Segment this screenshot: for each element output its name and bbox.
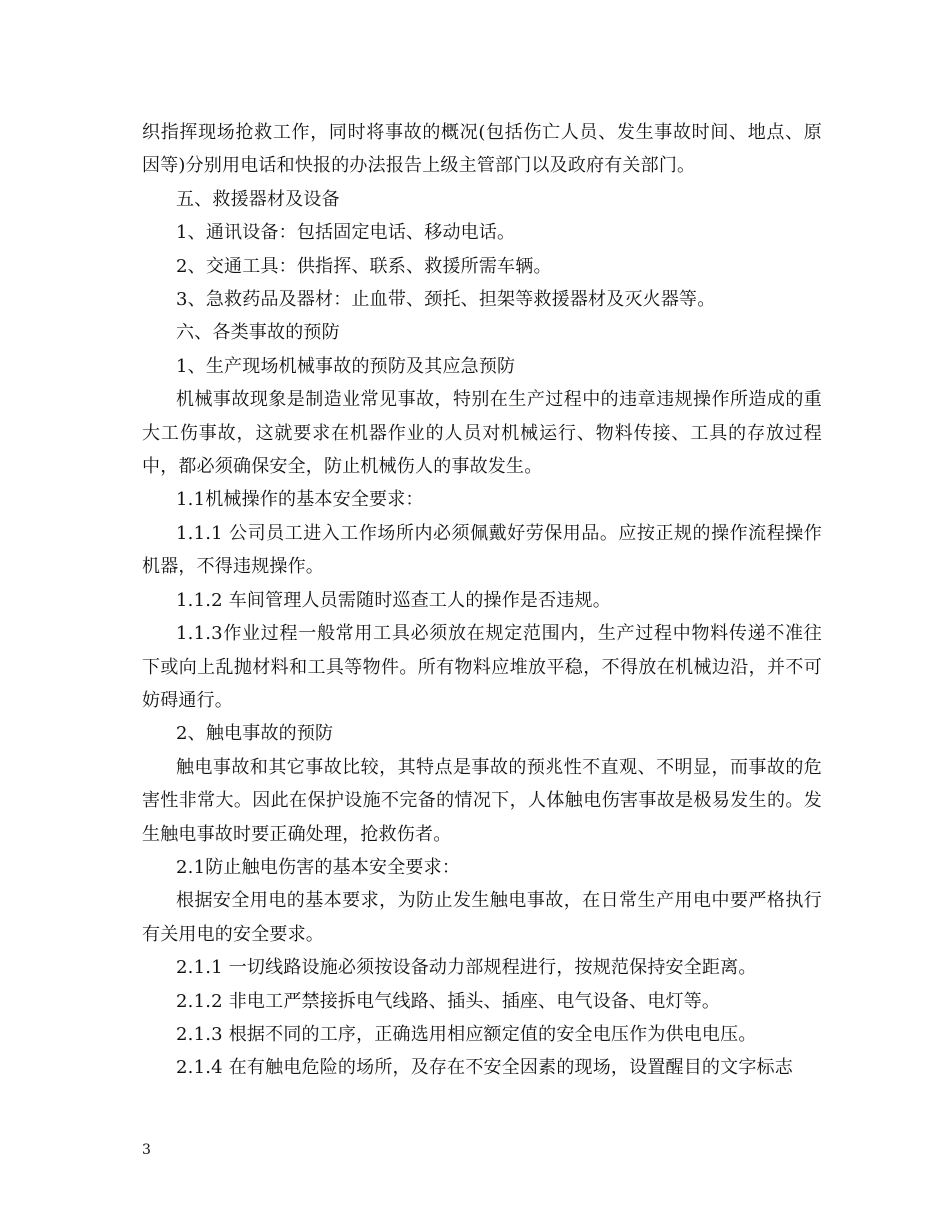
list-item: 1.1.2 车间管理人员需随时巡查工人的操作是否违规。 <box>176 589 611 611</box>
paragraph: 织指挥现场抢救工作，同时将事故的概况(包括伤亡人员、发生事故时间、地点、原因等)分别用电话和快报的办法报告上级主管部门以及政府有关部门。 <box>142 122 822 177</box>
subsection-heading: 2、触电事故的预防 <box>176 723 334 745</box>
paragraph: 机械事故现象是制造业常见事故，特别在生产过程中的违章违规操作所造成的重大工伤事故，这就要求在机器作业的人员对机械运行、物料传接、工具的存放过程中，都必须确保安全，防止机械伤人的事故发生。 <box>142 389 822 478</box>
list-item: 1.1.3作业过程一般常用工具必须放在规定范围内，生产过程中物料传递不准往下或向上乱抛材料和工具等物件。所有物料应堆放平稳，不得放在机械边沿，并不可妨碍通行。 <box>142 623 822 711</box>
list-item: 1、通讯设备：包括固定电话、移动电话。 <box>176 222 516 244</box>
list-item: 2.1.2 非电工严禁接拆电气线路、插头、插座、电气设备、电灯等。 <box>176 990 721 1012</box>
subsection-heading: 1、生产现场机械事故的预防及其应急预防 <box>176 355 516 377</box>
section-heading: 五、救援器材及设备 <box>176 188 340 210</box>
paragraph: 触电事故和其它事故比较，其特点是事故的预兆性不直观、不明显，而事故的危害性非常大。因此在保护设施不完备的情况下，人体触电伤害事故是极易发生的。发生触电事故时要正确处理，抢救伤者。 <box>142 756 822 845</box>
list-item: 2.1.3 根据不同的工序，正确选用相应额定值的安全电压作为供电电压。 <box>176 1023 757 1045</box>
list-item: 1.1.1 公司员工进入工作场所内必须佩戴好劳保用品。应按正规的操作流程操作机器，不得违规操作。 <box>142 522 822 578</box>
section-heading: 六、各类事故的预防 <box>176 322 340 344</box>
list-item: 3、急救药品及器材：止血带、颈托、担架等救援器材及灭火器等。 <box>176 289 716 311</box>
list-item: 2、交通工具：供指挥、联系、救援所需车辆。 <box>176 255 552 277</box>
subsection-heading: 2.1防止触电伤害的基本安全要求： <box>176 856 461 878</box>
document-body <box>142 116 822 1085</box>
list-item: 2.1.4 在有触电危险的场所，及存在不安全因素的现场，设置醒目的文字标志 <box>176 1057 793 1079</box>
paragraph: 根据安全用电的基本要求，为防止发生触电事故，在日常生产用电中要严格执行有关用电的安全要求。 <box>142 890 822 945</box>
subsection-heading: 1.1机械操作的基本安全要求： <box>176 489 424 511</box>
page-number: 3 <box>142 1142 151 1158</box>
list-item: 2.1.1 一切线路设施必须按设备动力部规程进行，按规范保持安全距离。 <box>176 957 757 979</box>
